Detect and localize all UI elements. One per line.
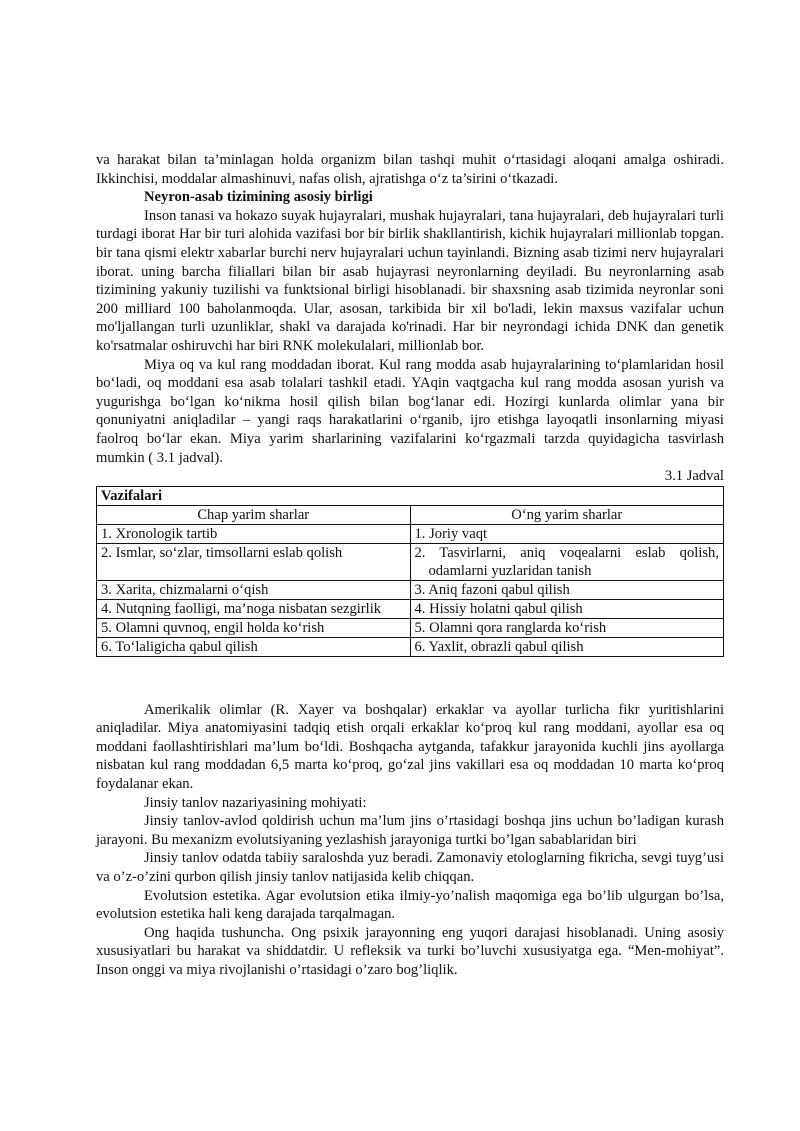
table-cell-right: [410, 599, 724, 618]
table-cell-left: [97, 580, 411, 599]
cell-text: 1. Joriy vaqt: [414, 525, 488, 542]
table-cell-left: [97, 543, 411, 580]
table-row: [97, 524, 724, 543]
paragraph-2: Miya oq va kul rang moddadan iborat. Kul rang modda asab hujayralarining to‘plamlaridan hosil bo‘ladi, oq moddani esa asab tolalari tashkil etadi. YAqin vaqtgacha kul rang modda asosan yurish va yugurishga bo‘lgan ko‘nikma hosil qilish bilan bog‘lanar edi. Hozirgi kunlarda olimlar yana bir qonuniyatni aniqladilar – yangi raqs harakatlarini o‘rganib, ijro etishga layoqatli insonlarning miyasi faolroq bo‘lar ekan. Miya yarim sharlarining vazifalarini ko‘rgazmali tarzda quyidagicha tasvirlash mumkin ( 3.1 jadval).: [96, 356, 724, 466]
cell-text: 3. Aniq fazoni qabul qilish: [414, 581, 570, 598]
table-cell-left: [97, 618, 411, 637]
document-page: [96, 151, 724, 980]
table-header-row: [97, 505, 724, 524]
section-heading: Neyron-asab tizimining asosiy birligi: [144, 189, 373, 206]
table-cell-left: [97, 599, 411, 618]
cell-text: 2. Tasvirlarni, aniq voqealarni eslab qolish, odamlarni yuzlaridan tanish: [414, 544, 719, 579]
cell-text: 6. Yaxlit, obrazli qabul qilish: [414, 638, 584, 655]
table-cell-right: [410, 580, 724, 599]
table-cell-right: [410, 637, 724, 656]
cell-text: 4. Hissiy holatni qabul qilish: [414, 600, 583, 617]
table-row: [97, 637, 724, 656]
cell-text: 5. Olamni qora ranglarda ko‘rish: [414, 619, 607, 636]
functions-table: [96, 486, 724, 657]
column-header-right: O‘ng yarim sharlar: [410, 505, 724, 524]
paragraph-8: Ong haqida tushuncha. Ong psixik jarayonning eng yuqori darajasi hisoblanadi. Uning asosiy xususiyatlari bu harakat va shiddatdir. U refleksik va turki bo’luvchi xususiyatga ega. “Men-mohiyat”. Inson onggi va miya rivojlanishi o’rtasidagi o’zaro bog’liqlik.: [96, 924, 724, 978]
table-row: [97, 543, 724, 580]
table-cell-left: [97, 524, 411, 543]
table-cell-right: [410, 618, 724, 637]
cell-text: 1. Xronologik tartib: [101, 525, 218, 542]
cell-text: 2. Ismlar, so‘zlar, timsollarni eslab qolish: [101, 544, 343, 561]
table-title-row: [97, 486, 724, 505]
cell-text: 3. Xarita, chizmalarni o‘qish: [101, 581, 269, 598]
paragraph-1: Inson tanasi va hokazo suyak hujayralari, mushak hujayralari, tana hujayralari, deb hujayralari turli turdagi iborat Har bir turi alohida vazifasi bor bir birlik shakllantirish, kichik hujayralari millionlab topgan. bir tana qismi elektr xabarlar burchi nerv hujayralari uchun tayinlandi. Bizning asab tizimi nerv hujayralari iborat. uning barcha filiallari bilan bir asab hujayrasi neyronlarning deyiladi. Bu neyronlarning asab tizimining yakuniy tuzilishi va funktsional birligi hisoblanadi. bir shaxsning asab tizimida neyronlar soni 200 milliard 100 baholanmoqda. Ular, asosan, tarkibida bir xil bo'ladi, lekin maxsus vazifalar uchun mo'ljallangan turli uzunliklar, shakl va darajada ko'rinadi. Har bir neyrondagi ichida DNK dan genetik ko'rsatmalar oshiruvchi har biri RNK molekulalari, millionlab bor.: [96, 207, 724, 354]
table-row: [97, 618, 724, 637]
table-row: [97, 599, 724, 618]
paragraph-5: Jinsiy tanlov-avlod qoldirish uchun ma’lum jins o’rtasidagi boshqa jins uchun bo’ladigan kurash jarayoni. Bu mexanizm evolutsiyaning yezlashish jarayoniga turtki bo’lgan sabablaridan biri: [96, 813, 724, 848]
paragraph-7: Evolutsion estetika. Agar evolutsion etika ilmiy-yo’nalish maqomiga ega bo’lib ulgurgan bo’lsa, evolutsion estetika hali keng darajada tarqalmagan.: [96, 887, 724, 923]
table-cell-right: [410, 543, 724, 580]
spacer: [96, 657, 724, 701]
table-caption: 3.1 Jadval: [664, 468, 724, 485]
paragraph-6: Jinsiy tanlov odatda tabiiy saraloshda yuz beradi. Zamonaviy etologlarning fikricha, sevgi tuyg’usi va o’z-o’zini qurbon qilish jinsiy tanlov natijasida kelib chiqqan.: [96, 850, 724, 886]
cell-text: 6. To‘laligicha qabul qilish: [101, 638, 258, 655]
intro-paragraph: va harakat bilan ta’minlagan holda organizm bilan tashqi muhit o‘rtasidagi aloqani amalga oshiradi. Ikkinchisi, moddalar almashinuvi, nafas olish, ajratishga o‘z ta’sirini o‘tkazadi.: [96, 152, 724, 187]
paragraph-4: Jinsiy tanlov nazariyasining mohiyati:: [144, 794, 367, 811]
table-cell-right: [410, 524, 724, 543]
cell-text: 5. Olamni quvnoq, engil holda ko‘rish: [101, 619, 325, 636]
paragraph-3: Amerikalik olimlar (R. Xayer va boshqalar) erkaklar va ayollar turlicha fikr yuritishlarini aniqladilar. Miya anatomiyasini tadqiq etish orqali erkaklar ko‘proq kul rang moddani, ayollar esa oq moddani faollashtirishlari ma’lum bo‘ldi. Boshqacha aytganda, tafakkur jarayonida kuchli jins ayollarga nisbatan kul rang moddadan 6,5 marta ko‘proq, go‘zal jins vakillari esa oq moddadan 10 marta ko‘proq foydalanar ekan.: [96, 701, 724, 793]
table-row: [97, 580, 724, 599]
table-cell-left: [97, 637, 411, 656]
table-title: Vazifalari: [97, 486, 724, 505]
cell-text: 4. Nutqning faolligi, ma’noga nisbatan sezgirlik: [101, 600, 382, 617]
column-header-left: Chap yarim sharlar: [97, 505, 411, 524]
